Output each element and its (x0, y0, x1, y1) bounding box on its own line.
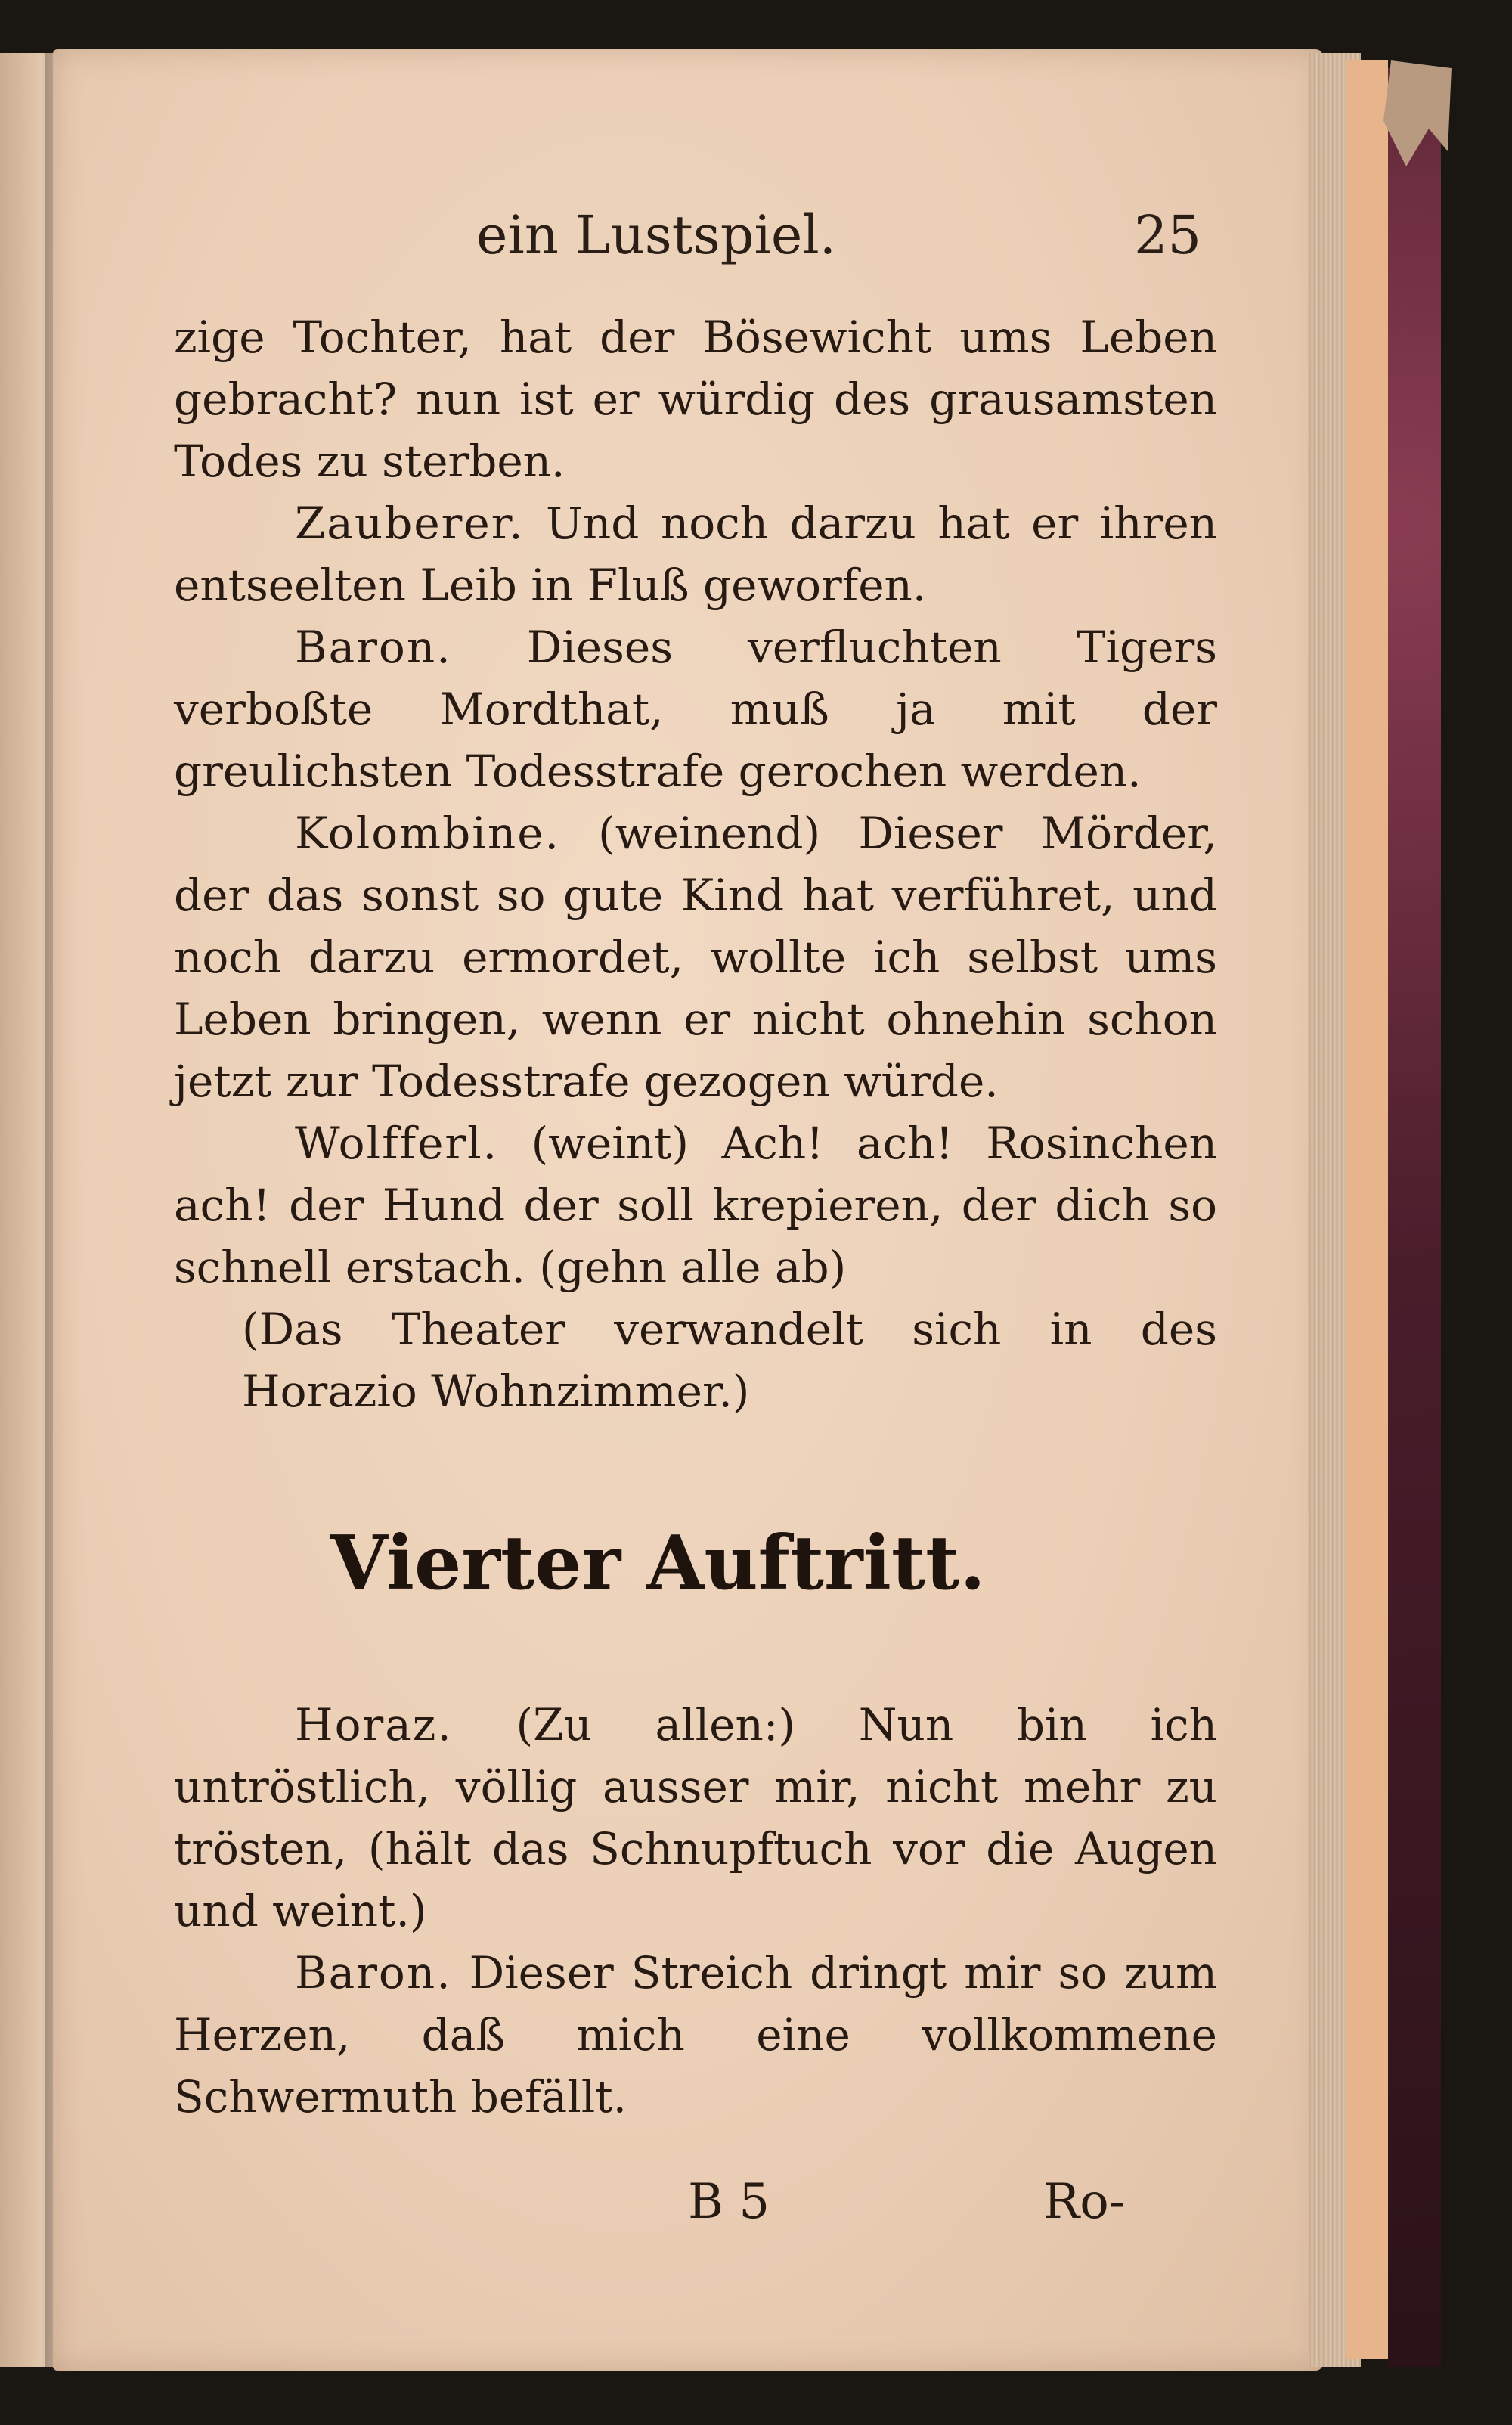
paragraph (174, 306, 1217, 492)
paragraph (174, 1694, 1217, 1942)
speaker-name: Baron. (295, 622, 452, 673)
speaker-name: Baron. (295, 1947, 452, 1999)
paragraph-text: (weinend) Dieser Mörder, der das sonst so gute Kind hat verführet, und noch darzu ermordet, wollte ich selbst ums Leben bringen, wenn er nicht ohnehin schon jetzt zur Todesstrafe gezogen würde. (174, 808, 1217, 1107)
paragraph-text: Dieser Streich dringt mir so zum Herzen, daß mich eine vollkommene Schwermuth befällt. (174, 1947, 1217, 2123)
paragraph-text: (weint) Ach! ach! Rosinchen ach! der Hund der soll krepieren, der dich so schnell erstach. (gehn alle ab) (174, 1118, 1218, 1293)
speaker-name: Kolombine. (295, 808, 560, 859)
paragraph (174, 1942, 1217, 2128)
paragraph (174, 492, 1217, 616)
cover-board (1346, 60, 1388, 2359)
page-number: 25 (1134, 204, 1202, 266)
speaker-name: Wolfferl. (295, 1118, 499, 1169)
speaker-name: Zauberer. (295, 498, 525, 549)
paragraph (174, 1112, 1217, 1298)
paragraph (174, 802, 1217, 1112)
paragraph-text: (Zu allen:) Nun bin ich untröstlich, völlig ausser mir, nicht mehr zu trösten, (hält das Schnupftuch vor die Augen und weint.) (174, 1699, 1217, 1937)
paragraph-text: zige Tochter, hat der Bösewicht ums Leben gebracht? nun ist er würdig des grausamsten Todes zu sterben. (174, 312, 1217, 487)
catchword: Ro- (1043, 2174, 1126, 2230)
scene-heading: Vierter Auftritt. (330, 1520, 986, 1607)
paragraph-text: Dieses verfluchten Tigers verboßte Mordthat, muß ja mit der greulichsten Todesstrafe gerochen werden. (174, 622, 1217, 797)
marbled-cover (1388, 68, 1441, 2367)
text-block-lower (174, 1694, 1217, 2128)
paragraph (174, 616, 1217, 802)
speaker-name: Horaz. (295, 1699, 453, 1751)
signature-mark: B 5 (688, 2174, 770, 2230)
stage-direction: (Das Theater verwandelt sich in des Horazio Wohnzimmer.) (242, 1304, 1217, 1417)
running-title: ein Lustspiel. (476, 204, 836, 266)
text-block-upper (174, 306, 1217, 1422)
paragraph-text: Und noch darzu hat er ihren entseelten Leib in Fluß geworfen. (174, 498, 1217, 611)
